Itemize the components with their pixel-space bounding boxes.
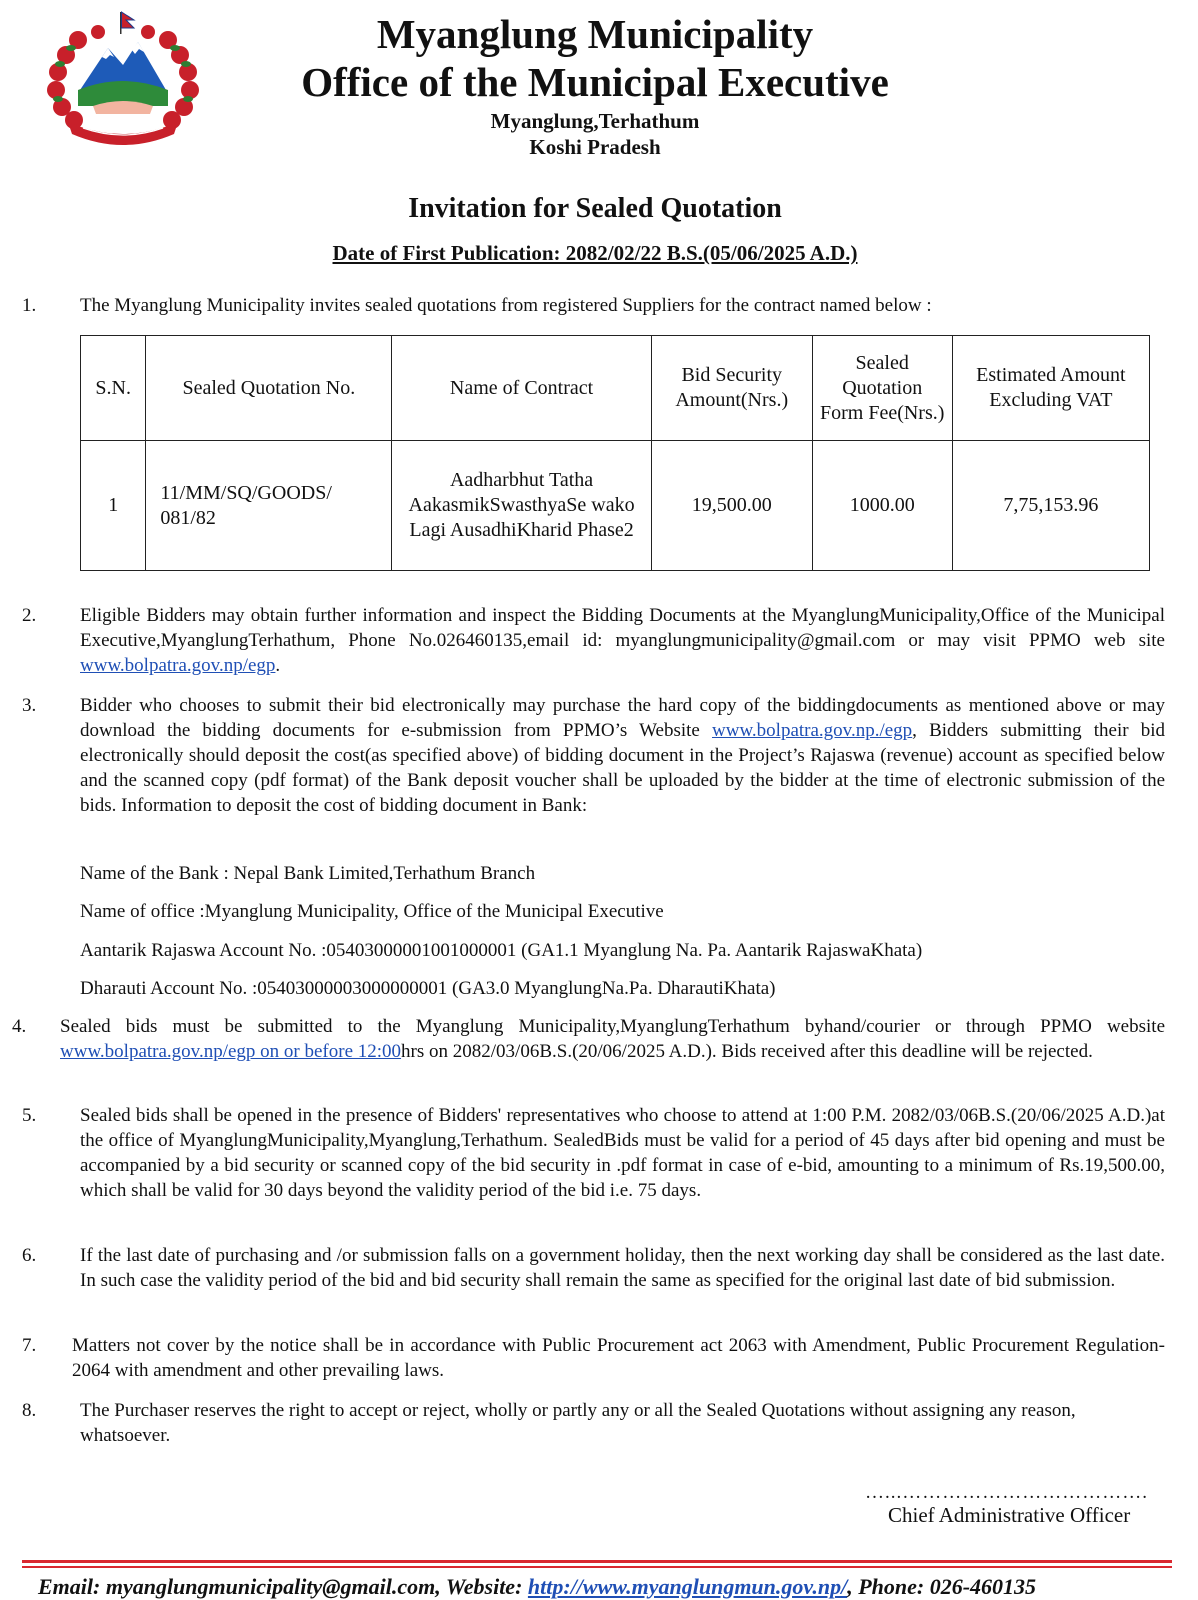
signature-line: …...……………………………….: [865, 1482, 1148, 1503]
municipality-name: Myanglung Municipality: [376, 11, 814, 57]
item-1-text: The Myanglung Municipality invites sealed quotations from registered Suppliers for the contract named below :: [80, 295, 932, 316]
item-2-text: [80, 603, 1165, 678]
item-2-text-b: .: [275, 655, 281, 676]
footer-contact: [38, 1574, 1188, 1600]
item-3-text-b: , Bidders submitting their bid electronically should deposit the cost(as specified above) of bidding document in the Project’s Rajaswa (revenue) account as specified below and the scanned copy (pdf format) of the Bank deposit voucher shall be uploaded by the bidder at the time of electronic submission of the bids. Information to deposit the cost of bidding document in Bank:: [80, 720, 1165, 816]
column-header: Sealed Quotation No.: [146, 336, 392, 441]
table-cell: 19,500.00: [651, 441, 812, 571]
item-8-text: The Purchaser reserves the right to accept or reject, wholly or partly any or all the Sealed Quotations without assigning any reason, whatsoever.: [80, 1400, 1076, 1446]
quotation-table: [80, 335, 1150, 571]
column-header: S.N.: [81, 336, 146, 441]
footer-phone: , Phone: 026-460135: [847, 1574, 1037, 1599]
table-cell: 7,75,153.96: [952, 441, 1149, 571]
column-header: Name of Contract: [392, 336, 651, 441]
item-4-text-b: hrs on 2082/03/06B.S.(20/06/2025 A.D.). Bids received after this deadline will be rejected.: [401, 1041, 1093, 1062]
office-name-line: Name of office :Myanglung Municipality, Office of the Municipal Executive: [80, 901, 664, 922]
ppmo-link[interactable]: www.bolpatra.gov.np/egp on or before 12:00: [60, 1041, 402, 1062]
table-cell: 1000.00: [812, 441, 952, 571]
item-2-text-a: Eligible Bidders may obtain further information and inspect the Bidding Documents at the MyanglungMunicipality,Office of the Municipal Executive,MyanglungTerhathum, Phone No.026460135,email id: myanglungmunicipality@gmail.com or may visit PPMO web site: [80, 605, 1165, 651]
item-4-text-a: Sealed bids must be submitted to the Myanglung Municipality,MyanglungTerhathum byhand/courier or through PPMO website: [60, 1016, 1165, 1037]
signatory-title: Chief Administrative Officer: [888, 1503, 1131, 1527]
item-number: 7.: [22, 1335, 37, 1356]
item-3-text: [80, 693, 1165, 818]
footer-divider: [22, 1560, 1172, 1563]
bank-name: Name of the Bank : Nepal Bank Limited,Terhathum Branch: [80, 863, 536, 884]
deposit-account: Dharauti Account No. :05403000003000000001 (GA3.0 MyanglungNa.Pa. DharautiKhata): [80, 978, 776, 999]
item-number: 1.: [22, 295, 37, 316]
table-header-row: [81, 336, 1150, 441]
footer-website-link[interactable]: http://www.myanglungmun.gov.np/: [527, 1574, 848, 1599]
publication-date: Date of First Publication: 2082/02/22 B.S.(05/06/2025 A.D.): [332, 241, 858, 265]
ppmo-link[interactable]: www.bolpatra.gov.np/egp: [80, 655, 276, 676]
item-6-text: If the last date of purchasing and /or submission falls on a government holiday, then the next working day shall be considered as the last date. In such case the validity period of the bid and bid security shall remain the same as specified for the original last date of bid submission.: [80, 1245, 1165, 1291]
notice-title: Invitation for Sealed Quotation: [408, 193, 782, 224]
item-4-text: [60, 1014, 1165, 1064]
item-5-text: Sealed bids shall be opened in the presence of Bidders' representatives who choose to attend at 1:00 P.M. 2082/03/06B.S.(20/06/2025 A.D.)at the office of MyanglungMunicipality,Myanglung,Terhathum. SealedBids must be valid for a period of 45 days after bid opening and must be accompanied by a bid security or scanned copy of the bid security in .pdf format in case of e-bid, amounting to a minimum of Rs.19,500.00, which shall be valid for 30 days beyond the validity period of the bid i.e. 75 days.: [80, 1105, 1165, 1201]
item-7-text: Matters not cover by the notice shall be in accordance with Public Procurement act 2063 with Amendment, Public Procurement Regulation-2064 with amendment and other prevailing laws.: [72, 1335, 1165, 1381]
table-cell: 1: [81, 441, 146, 571]
revenue-account: Aantarik Rajaswa Account No. :05403000001001000001 (GA1.1 Myanglung Na. Pa. Aantarik RajaswaKhata): [80, 940, 923, 961]
item-number: 8.: [22, 1400, 37, 1421]
table-cell: 11/MM/SQ/GOODS/ 081/82: [146, 441, 392, 571]
office-location: Myanglung,Terhathum: [490, 109, 700, 133]
column-header: Estimated Amount Excluding VAT: [952, 336, 1149, 441]
office-name: Office of the Municipal Executive: [301, 59, 889, 105]
table-cell: Aadharbhut Tatha AakasmikSwasthyaSe wako Lagi AusadhiKharid Phase2: [392, 441, 651, 571]
item-number: 5.: [22, 1105, 37, 1126]
column-header: Sealed Quotation Form Fee(Nrs.): [812, 336, 952, 441]
item-number: 3.: [22, 695, 37, 716]
footer-divider: [22, 1566, 1172, 1568]
item-number: 6.: [22, 1245, 37, 1266]
item-number: 4.: [12, 1016, 27, 1037]
province-name: Koshi Pradesh: [529, 135, 661, 159]
item-number: 2.: [22, 605, 37, 626]
column-header: Bid Security Amount(Nrs.): [651, 336, 812, 441]
item-3-text-a: Bidder who chooses to submit their bid electronically may purchase the hard copy of the biddingdocuments as mentioned above or may download the bidding documents for e-submission from PPMO’s Website: [80, 695, 1165, 741]
ppmo-link[interactable]: www.bolpatra.gov.np./egp: [712, 720, 913, 741]
footer-email: Email: myanglungmunicipality@gmail.com, Website:: [38, 1574, 528, 1599]
table-row: [81, 441, 1150, 571]
